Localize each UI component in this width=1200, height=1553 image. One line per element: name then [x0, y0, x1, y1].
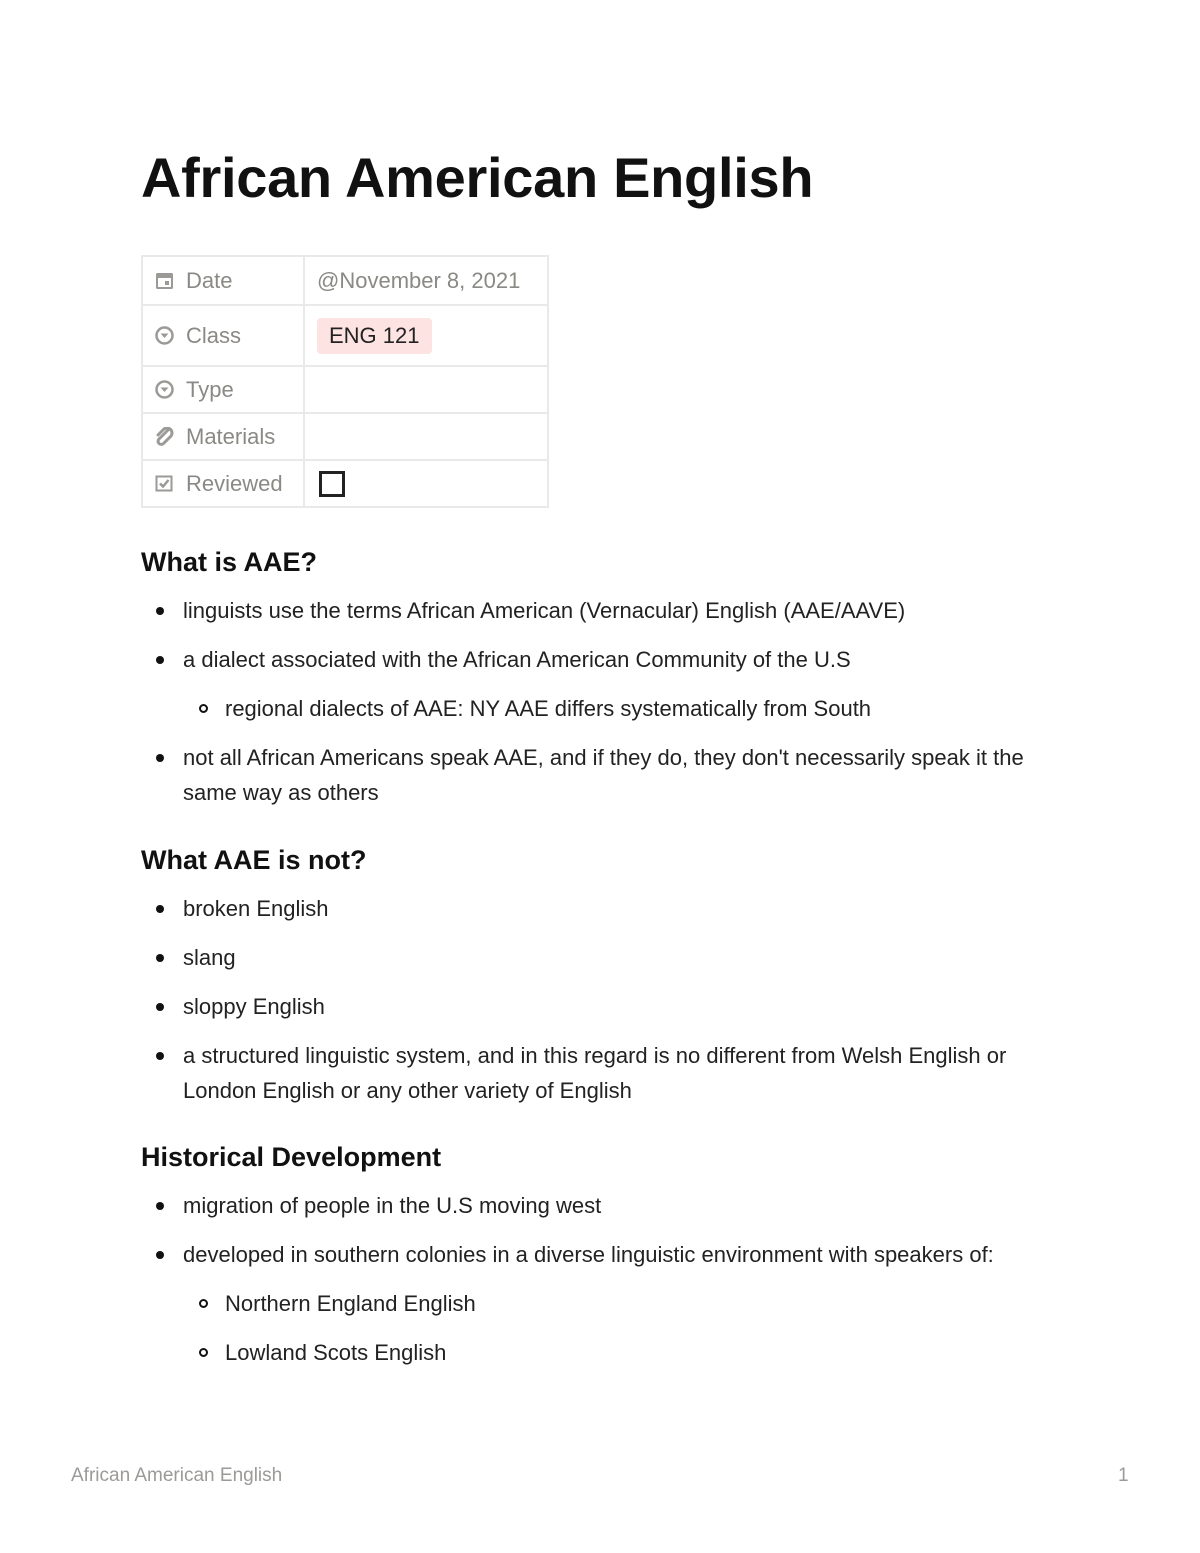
- reviewed-checkbox[interactable]: [319, 471, 345, 497]
- property-label-reviewed: Reviewed: [186, 470, 283, 496]
- section-historical-development: [141, 1140, 1061, 1370]
- property-row-class: [142, 305, 548, 366]
- property-label-materials: Materials: [186, 423, 276, 449]
- property-row-date: [142, 256, 548, 305]
- sub-list-item: Northern England English: [183, 1286, 1061, 1321]
- section-heading: What AAE is not?: [141, 845, 367, 875]
- page-title: African American English: [141, 146, 814, 209]
- footer-title: African American English: [71, 1465, 283, 1486]
- type-value[interactable]: [304, 366, 548, 413]
- date-value[interactable]: @November 8, 2021: [304, 256, 548, 305]
- property-label-class: Class: [186, 322, 242, 348]
- list-item: slang: [141, 940, 1061, 975]
- class-tag[interactable]: ENG 121: [317, 318, 432, 354]
- list-item: a dialect associated with the African American Community of the U.S: [141, 642, 1061, 677]
- property-row-reviewed: [142, 460, 548, 507]
- checkbox-icon: [155, 474, 174, 493]
- property-row-materials: [142, 413, 548, 460]
- section-heading: Historical Development: [141, 1142, 442, 1172]
- list-item: developed in southern colonies in a diverse linguistic environment with speakers of:: [141, 1237, 1061, 1272]
- calendar-icon: [155, 271, 174, 290]
- section-what-aae-is-not: [141, 843, 1061, 1108]
- select-icon: [155, 380, 174, 399]
- property-row-type: [142, 366, 548, 413]
- list-item: linguists use the terms African American (Vernacular) English (AAE/AAVE): [141, 593, 1061, 628]
- property-label-date: Date: [186, 267, 233, 293]
- list-item: not all African Americans speak AAE, and if they do, they don't necessarily speak it the same way as others: [141, 740, 1061, 810]
- paperclip-icon: [155, 427, 174, 446]
- list-item: a structured linguistic system, and in this regard is no different from Welsh English or London English or any other variety of English: [141, 1038, 1061, 1108]
- page-number: 1: [1118, 1465, 1129, 1486]
- section-what-is-aae: [141, 545, 1061, 810]
- section-heading: What is AAE?: [141, 547, 318, 577]
- sub-list-item: Lowland Scots English: [183, 1335, 1061, 1370]
- materials-value[interactable]: [304, 413, 548, 460]
- list-item: broken English: [141, 891, 1061, 926]
- list-item: sloppy English: [141, 989, 1061, 1024]
- property-label-type: Type: [186, 376, 234, 402]
- list-item: migration of people in the U.S moving west: [141, 1188, 1061, 1223]
- sub-list-item: regional dialects of AAE: NY AAE differs systematically from South: [183, 691, 1061, 726]
- select-icon: [155, 326, 174, 345]
- properties-table: [141, 255, 549, 508]
